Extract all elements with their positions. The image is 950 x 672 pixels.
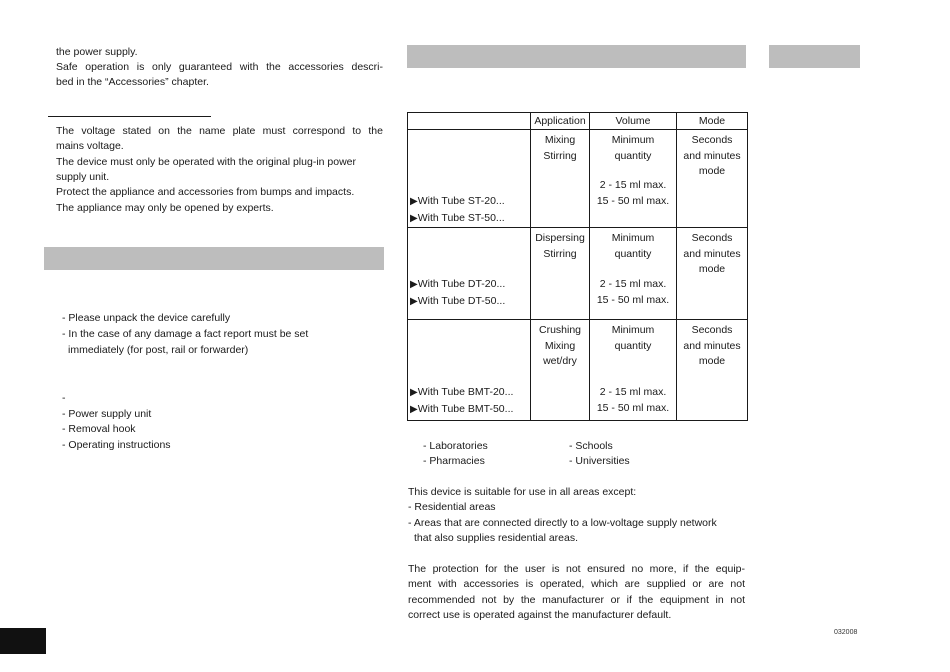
list-item: - [62, 392, 66, 404]
triangle-right-icon: ▶ [410, 296, 418, 307]
side-heading-bar [769, 45, 860, 68]
cell-line: mode [698, 165, 726, 177]
triangle-right-icon: ▶ [410, 213, 418, 224]
text-line: - Areas that are connected directly to a low-voltage supply network [408, 517, 717, 529]
cell-line: Mixing [544, 134, 576, 146]
text-line: supply unit. [56, 171, 110, 183]
text-line: The device must only be operated with the original plug-in power [56, 156, 357, 168]
cell-line: Mixing [544, 339, 576, 352]
table-row [408, 130, 748, 228]
text-line: The voltage stated on the name plate must correspond to the [56, 125, 383, 137]
table-header: Mode [677, 113, 748, 130]
text-line: bed in the “Accessories” chapter. [56, 76, 209, 88]
tube-item [408, 401, 530, 418]
range-value: 2 - 15 ml max. [599, 179, 667, 191]
volume-cell [590, 130, 677, 228]
text-line: - Residential areas [408, 501, 496, 513]
range-value: 15 - 50 ml max. [596, 402, 670, 414]
cell-line: wet/dry [543, 355, 577, 367]
application-table [407, 112, 748, 421]
volume-cell [590, 228, 677, 320]
tube-cell [408, 228, 531, 320]
tube-label: With Tube BMT-50... [417, 403, 514, 415]
table-row [408, 320, 748, 421]
tube-item [408, 276, 530, 293]
list-item: - Removal hook [62, 423, 136, 435]
text-line: ment with accessories is operated, which are supplied or are not [408, 578, 745, 590]
cell-line: Minimum [611, 134, 655, 146]
table-header-row [408, 113, 748, 130]
tube-item [408, 210, 530, 227]
list-item: - Power supply unit [62, 408, 152, 420]
tube-item [408, 293, 530, 310]
text-line: mains voltage. [56, 140, 124, 152]
list-item: - Please unpack the device carefully [62, 312, 231, 324]
cell-line: quantity [614, 149, 652, 162]
application-cell [531, 130, 590, 228]
cell-line: Crushing [538, 324, 582, 336]
tube-item [408, 384, 530, 401]
list-item: - Operating instructions [62, 439, 171, 451]
cell-line: Seconds [691, 134, 733, 146]
list-item: - In the case of any damage a fact report must be set [62, 328, 309, 340]
cell-line: and minutes [683, 247, 741, 260]
triangle-right-icon: ▶ [410, 279, 418, 290]
volume-cell [590, 320, 677, 421]
cell-line: Seconds [691, 324, 733, 336]
cell-line: Dispersing [535, 232, 585, 244]
tube-cell [408, 130, 531, 228]
table-header: Volume [590, 113, 677, 130]
text-line: The protection for the user is not ensured no more, if the equip- [408, 563, 745, 575]
list-item: - Laboratories [423, 440, 488, 452]
mode-cell [677, 228, 748, 320]
triangle-right-icon: ▶ [410, 196, 418, 207]
cell-line: Seconds [691, 232, 733, 244]
cell-line: Stirring [543, 149, 577, 162]
tube-cell [408, 320, 531, 421]
table-header: Application [531, 113, 590, 130]
cell-line: Minimum [611, 324, 655, 336]
cell-line: Minimum [611, 232, 655, 244]
cell-line: and minutes [683, 149, 741, 162]
range-value: 2 - 15 ml max. [599, 386, 667, 398]
text-line: Safe operation is only guaranteed with the accessories descri- [56, 61, 383, 73]
range-value: 15 - 50 ml max. [596, 195, 670, 207]
tube-label: With Tube DT-50... [417, 295, 506, 307]
table-row [408, 228, 748, 320]
document-code: 032008 [834, 629, 858, 636]
list-item: - Pharmacies [423, 455, 485, 467]
range-value: 2 - 15 ml max. [599, 278, 667, 290]
cell-line: quantity [614, 339, 652, 352]
section-heading-bar [44, 247, 384, 270]
mode-cell [677, 320, 748, 421]
cell-line: mode [698, 263, 726, 275]
tube-label: With Tube ST-20... [417, 195, 505, 207]
application-cell [531, 320, 590, 421]
text-line: This device is suitable for use in all areas except: [408, 486, 637, 498]
text-line: that also supplies residential areas. [414, 532, 579, 544]
text-line: Protect the appliance and accessories from bumps and impacts. [56, 186, 355, 198]
application-cell [531, 228, 590, 320]
tube-label: With Tube ST-50... [417, 212, 505, 224]
tube-label: With Tube BMT-20... [417, 386, 514, 398]
triangle-right-icon: ▶ [410, 387, 418, 398]
list-item: - Universities [569, 455, 630, 467]
text-line: correct use is operated against the manufacturer default. [408, 609, 672, 621]
triangle-right-icon: ▶ [410, 404, 418, 415]
cell-line: and minutes [683, 339, 741, 352]
page-tab-marker [0, 628, 46, 654]
cell-line: quantity [614, 247, 652, 260]
table-header [408, 113, 531, 130]
range-value: 15 - 50 ml max. [596, 294, 670, 306]
list-item: - Schools [569, 440, 613, 452]
tube-label: With Tube DT-20... [417, 278, 506, 290]
cell-line: Stirring [543, 247, 577, 260]
tube-item [408, 193, 530, 210]
cell-line: mode [698, 355, 726, 367]
text-line: The appliance may only be opened by experts. [56, 202, 274, 214]
mode-cell [677, 130, 748, 228]
list-item: immediately (for post, rail or forwarder) [68, 344, 249, 356]
section-rule [48, 116, 211, 117]
section-heading-bar [407, 45, 746, 68]
text-line: recommended not by the manufacturer or if the equipment in not [408, 594, 745, 606]
text-line: the power supply. [56, 46, 138, 58]
